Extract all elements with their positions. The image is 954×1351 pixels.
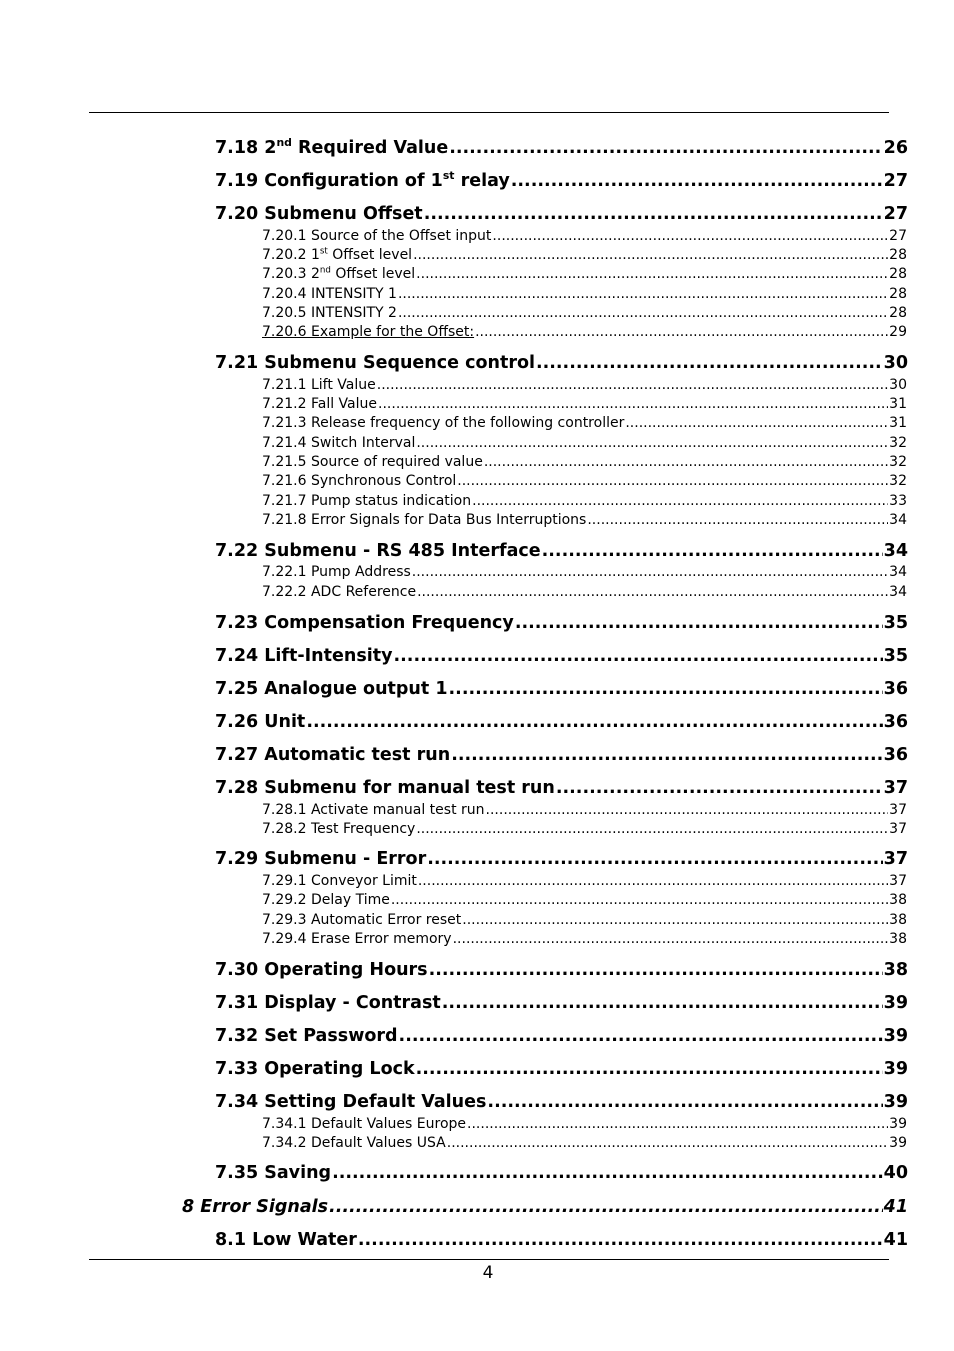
toc-entry-title-text: Required Value — [291, 138, 449, 158]
toc-entry-title-text: 7.29.2 Delay Time — [262, 892, 390, 908]
dot-leader — [416, 1059, 883, 1079]
toc-entry-title — [262, 305, 397, 321]
toc-page-number: 37 — [883, 849, 908, 869]
toc-page-number: 39 — [883, 993, 908, 1013]
toc-entry-title — [215, 849, 426, 869]
dot-leader — [475, 324, 888, 340]
dot-leader — [587, 512, 888, 528]
toc-page-number: 28 — [889, 266, 907, 282]
toc-page-number: 27 — [889, 228, 907, 244]
toc-entry-title-text: 7.21.7 Pump status indication — [262, 493, 472, 509]
toc-page-number: 28 — [889, 286, 907, 302]
toc-entry-title-text: 8.1 Low Water — [215, 1230, 357, 1250]
toc-entry-title — [262, 512, 586, 528]
toc-entry-title-text: 7.20.4 INTENSITY 1 — [262, 286, 397, 302]
toc-page-number: 32 — [889, 473, 907, 489]
toc-page-number: 27 — [883, 204, 908, 224]
toc-section-entry[interactable] — [215, 849, 908, 869]
ordinal-superscript: nd — [319, 266, 331, 276]
dot-leader — [412, 564, 888, 580]
dot-leader — [449, 138, 882, 158]
toc-page-number: 41 — [883, 1230, 908, 1250]
toc-entry-title-text: 7.21.1 Lift Value — [262, 377, 376, 393]
toc-entry-title — [262, 1135, 446, 1151]
toc-subentry[interactable] — [262, 931, 907, 947]
toc-entry-title — [262, 802, 485, 818]
toc-page-number: 33 — [889, 493, 907, 509]
toc-entry-title-text: 7.29.1 Conveyor Limit — [262, 873, 417, 889]
toc-entry-title — [215, 745, 450, 765]
toc-page-number: 41 — [883, 1197, 908, 1217]
toc-page-number: 37 — [889, 802, 907, 818]
dot-leader — [394, 646, 883, 666]
dot-leader — [329, 1197, 883, 1217]
toc-entry-title — [262, 1116, 466, 1132]
dot-leader — [556, 778, 883, 798]
dot-leader — [398, 305, 888, 321]
toc-entry-title-text: 7.29 Submenu - Error — [215, 849, 427, 869]
dot-leader — [486, 802, 889, 818]
toc-entry-title-text: 7.21.5 Source of required value — [262, 454, 483, 470]
toc-section-entry[interactable] — [215, 745, 908, 765]
toc-entry-title-text: 7.26 Unit — [215, 712, 306, 732]
toc-page-number: 36 — [883, 745, 908, 765]
toc-entry-title-text: 7.31 Display - Contrast — [215, 993, 441, 1013]
toc-page-number: 38 — [889, 892, 907, 908]
toc-entry-title — [262, 564, 411, 580]
toc-entry-title — [215, 993, 441, 1013]
toc-page-number: 30 — [889, 377, 907, 393]
toc-section-entry[interactable] — [215, 778, 908, 798]
dot-leader — [332, 1163, 883, 1183]
toc-entry-title-text: 7.18 2 — [215, 138, 277, 158]
toc-entry-title — [262, 892, 390, 908]
toc-entry-title — [215, 960, 428, 980]
toc-entry-title — [262, 415, 624, 431]
toc-entry-title-text: 7.19 Configuration of 1 — [215, 171, 443, 191]
toc-subentry[interactable] — [262, 247, 907, 263]
toc-entry-title-text: 7.21 Submenu Sequence control — [215, 353, 535, 373]
dot-leader — [462, 912, 888, 928]
dot-leader — [378, 396, 888, 412]
dot-leader — [398, 286, 888, 302]
toc-entry-title-text: 7.20.5 INTENSITY 2 — [262, 305, 397, 321]
dot-leader — [399, 1026, 883, 1046]
toc-section-entry[interactable] — [215, 613, 908, 633]
toc-page-number: 38 — [889, 931, 907, 947]
toc-entry-title — [262, 377, 376, 393]
toc-page-number: 34 — [883, 541, 908, 561]
toc-entry-title-text: 7.23 Compensation Frequency — [215, 613, 514, 633]
toc-subentry[interactable] — [262, 584, 907, 600]
dot-leader — [487, 1092, 882, 1112]
toc-page-number: 34 — [889, 584, 907, 600]
toc-page-number: 38 — [889, 912, 907, 928]
toc-page-number: 34 — [889, 564, 907, 580]
toc-page-number: 34 — [889, 512, 907, 528]
toc-entry-title — [262, 454, 483, 470]
toc-entry-title — [262, 266, 415, 282]
toc-entry-title-text: relay — [454, 171, 510, 191]
toc-subentry[interactable] — [262, 1116, 907, 1132]
toc-section-entry[interactable] — [215, 1026, 908, 1046]
toc-entry-title-text: 7.20 Submenu Offset — [215, 204, 423, 224]
toc-subentry[interactable] — [262, 473, 907, 489]
toc-subentry[interactable] — [262, 1135, 907, 1151]
toc-entry-title — [215, 646, 393, 666]
dot-leader — [416, 821, 888, 837]
toc-entry-title-text: 7.28.1 Activate manual test run — [262, 802, 485, 818]
toc-page-number: 29 — [889, 324, 907, 340]
toc-entry-title — [182, 1197, 328, 1217]
toc-entry-title — [262, 931, 452, 947]
toc-subentry[interactable] — [262, 377, 907, 393]
dot-leader — [424, 204, 883, 224]
toc-entry-title — [262, 584, 416, 600]
dot-leader — [451, 745, 882, 765]
toc-section-entry[interactable] — [215, 541, 908, 561]
toc-page-number: 35 — [883, 613, 908, 633]
toc-section-entry[interactable] — [215, 1230, 908, 1250]
toc-subentry[interactable] — [262, 324, 907, 340]
toc-entry-title — [215, 778, 555, 798]
toc-subentry[interactable] — [262, 493, 907, 509]
toc-entry-title-text: Offset level — [327, 247, 413, 263]
toc-subentry[interactable] — [262, 873, 907, 889]
dot-leader — [467, 1116, 888, 1132]
toc-entry-title — [215, 1059, 415, 1079]
toc-entry-title — [215, 679, 448, 699]
toc-chapter-entry[interactable] — [182, 1197, 908, 1217]
toc-entry-title-text: 7.35 Saving — [215, 1163, 332, 1183]
toc-section-entry[interactable] — [215, 712, 908, 732]
dot-leader — [484, 454, 888, 470]
toc-entry-title-text: 7.21.4 Switch Interval — [262, 435, 416, 451]
dot-leader — [515, 613, 883, 633]
toc-subentry[interactable] — [262, 286, 907, 302]
toc-entry-title — [215, 1230, 357, 1250]
toc-entry-title-text: 7.20.3 2 — [262, 266, 320, 282]
toc-entry-title — [215, 541, 541, 561]
dot-leader — [511, 171, 883, 191]
toc-entry-title — [262, 493, 471, 509]
toc-entry-title — [262, 912, 461, 928]
dot-leader — [449, 679, 883, 699]
toc-entry-title-text: 7.25 Analogue output 1 — [215, 679, 448, 699]
dot-leader — [536, 353, 883, 373]
toc-page-number: 39 — [883, 1059, 908, 1079]
toc-section-entry[interactable] — [215, 138, 908, 158]
toc-page-number: 28 — [889, 247, 907, 263]
toc-entry-title-text: 7.34.1 Default Values Europe — [262, 1116, 467, 1132]
toc-section-entry[interactable] — [215, 1092, 908, 1112]
toc-entry-title-text: 7.22.2 ADC Reference — [262, 584, 417, 600]
toc-subentry[interactable] — [262, 912, 907, 928]
dot-leader — [453, 931, 889, 947]
dot-leader — [492, 228, 888, 244]
toc-subentry[interactable] — [262, 266, 907, 282]
toc-page-number: 39 — [883, 1092, 908, 1112]
dot-leader — [447, 1135, 888, 1151]
toc-entry-title-text: 7.21.3 Release frequency of the following controller — [262, 415, 625, 431]
toc-page-number: 37 — [889, 821, 907, 837]
toc-entry-title — [215, 1163, 331, 1183]
dot-leader — [358, 1230, 883, 1250]
toc-subentry[interactable] — [262, 821, 907, 837]
toc-subentry[interactable] — [262, 512, 907, 528]
dot-leader — [457, 473, 888, 489]
toc-page-number: 27 — [883, 171, 908, 191]
toc-entry-title — [215, 138, 448, 158]
toc-section-entry[interactable] — [215, 204, 908, 224]
toc-page-number: 31 — [889, 396, 907, 412]
toc-entry-title — [215, 204, 423, 224]
toc-section-entry[interactable] — [215, 679, 908, 699]
toc-entry-title — [262, 324, 474, 340]
dot-leader — [542, 541, 883, 561]
toc-entry-title — [262, 435, 415, 451]
dot-leader — [416, 435, 888, 451]
toc-entry-title — [262, 247, 412, 263]
toc-subentry[interactable] — [262, 454, 907, 470]
toc-subentry[interactable] — [262, 802, 907, 818]
toc-section-entry[interactable] — [215, 1059, 908, 1079]
toc-entry-title-text: 7.34 Setting Default Values — [215, 1092, 487, 1112]
toc-page-number: 32 — [889, 454, 907, 470]
toc-entry-title — [262, 286, 397, 302]
toc-entry-title-text: Offset level — [330, 266, 416, 282]
toc-page-number: 28 — [889, 305, 907, 321]
toc-section-entry[interactable] — [215, 1163, 908, 1183]
toc-section-entry[interactable] — [215, 993, 908, 1013]
toc-entry-title-text: 7.21.6 Synchronous Control — [262, 473, 457, 489]
toc-page-number: 32 — [889, 435, 907, 451]
toc-subentry[interactable] — [262, 564, 907, 580]
toc-section-entry[interactable] — [215, 646, 908, 666]
toc-entry-title — [215, 712, 305, 732]
dot-leader — [427, 849, 882, 869]
toc-entry-title — [262, 473, 456, 489]
toc-entry-title-text: 7.30 Operating Hours — [215, 960, 428, 980]
dot-leader — [391, 892, 888, 908]
dot-leader — [472, 493, 888, 509]
toc-entry-title-text: 7.28.2 Test Frequency — [262, 821, 416, 837]
toc-entry-title-text: 7.21.8 Error Signals for Data Bus Interruptions — [262, 512, 587, 528]
toc-page-number: 36 — [883, 712, 908, 732]
toc-entry-title-text: 7.29.3 Automatic Error reset — [262, 912, 462, 928]
toc-entry-title-text: 7.22 Submenu - RS 485 Interface — [215, 541, 541, 561]
dot-leader — [625, 415, 888, 431]
toc-page-number: 26 — [883, 138, 908, 158]
toc-subentry[interactable] — [262, 435, 907, 451]
toc-entry-title — [262, 228, 491, 244]
toc-page-number: 37 — [889, 873, 907, 889]
toc-entry-title — [215, 1026, 398, 1046]
dot-leader — [442, 993, 883, 1013]
toc-section-entry[interactable] — [215, 171, 908, 191]
toc-subentry[interactable] — [262, 305, 907, 321]
toc-subentry[interactable] — [262, 228, 907, 244]
toc-subentry[interactable] — [262, 415, 907, 431]
toc-entry-title-text: 7.27 Automatic test run — [215, 745, 451, 765]
toc-entry-title-text: 8 Error Signals — [182, 1197, 329, 1217]
toc-page-number: 40 — [883, 1163, 908, 1183]
dot-leader — [377, 377, 888, 393]
toc-page-number: 39 — [883, 1026, 908, 1046]
toc-page-number: 39 — [889, 1116, 907, 1132]
dot-leader — [306, 712, 882, 732]
toc-entry-title — [215, 1092, 486, 1112]
dot-leader — [417, 584, 888, 600]
toc-page-number: 39 — [889, 1135, 907, 1151]
page-number: 4 — [482, 1263, 494, 1283]
toc-page-number: 37 — [883, 778, 908, 798]
dot-leader — [416, 266, 888, 282]
toc-section-entry[interactable] — [215, 960, 908, 980]
toc-entry-title-text: 7.22.1 Pump Address — [262, 564, 411, 580]
toc-entry-title-text: 7.29.4 Erase Error memory — [262, 931, 452, 947]
dot-leader — [418, 873, 888, 889]
toc-entry-title-text: 7.24 Lift-Intensity — [215, 646, 393, 666]
toc-entry-title — [215, 353, 535, 373]
toc-entry-title-text: 7.28 Submenu for manual test run — [215, 778, 555, 798]
toc-page-number: 35 — [883, 646, 908, 666]
toc-entry-title-text: 7.20.2 1 — [262, 247, 320, 263]
toc-entry-title-text: 7.20.1 Source of the Offset input — [262, 228, 492, 244]
toc-entry-title-text: 7.21.2 Fall Value — [262, 396, 378, 412]
toc-entry-title — [262, 873, 417, 889]
toc-entry-title — [215, 613, 514, 633]
toc-section-entry[interactable] — [215, 353, 908, 373]
toc-entry-title — [262, 821, 415, 837]
footer-rule — [89, 1259, 889, 1260]
toc-entry-title-text: 7.33 Operating Lock — [215, 1059, 415, 1079]
dot-leader — [413, 247, 888, 263]
toc-entry-title-text: 7.20.6 Example for the Offset: — [262, 324, 475, 340]
ordinal-superscript: nd — [276, 138, 292, 150]
toc-entry-title — [215, 171, 510, 191]
toc-entry-title — [262, 396, 377, 412]
toc-page-number: 38 — [883, 960, 908, 980]
toc-page-number: 36 — [883, 679, 908, 699]
toc-entry-title-text: 7.34.2 Default Values USA — [262, 1135, 446, 1151]
ordinal-superscript: st — [319, 247, 328, 257]
toc-subentry[interactable] — [262, 892, 907, 908]
ordinal-superscript: st — [442, 171, 455, 183]
toc-page-number: 30 — [883, 353, 908, 373]
toc-subentry[interactable] — [262, 396, 907, 412]
toc-page-number: 31 — [889, 415, 907, 431]
toc-entry-title-text: 7.32 Set Password — [215, 1026, 398, 1046]
dot-leader — [429, 960, 883, 980]
